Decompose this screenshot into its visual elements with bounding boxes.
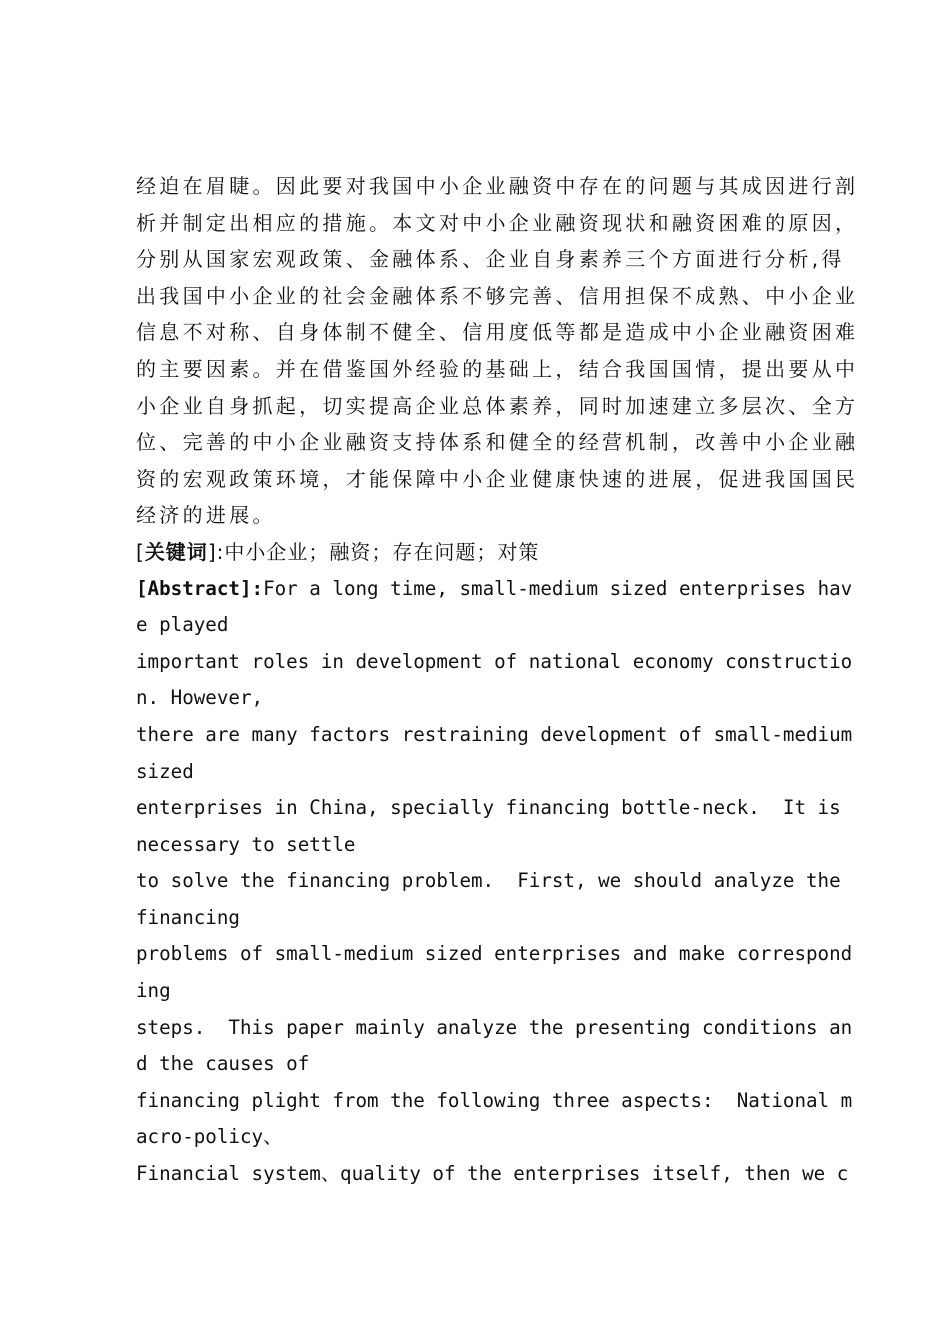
chinese-abstract-line: 信息不对称、自身体制不健全、信用度低等都是造成中小企业融资困难 — [136, 320, 859, 345]
chinese-abstract-line: 经迫在眉睫。因此要对我国中小企业融资中存在的问题与其成因进行剖 — [136, 174, 859, 198]
english-abstract-line: n. However, — [136, 686, 264, 710]
abstract-label: [Abstract]: — [136, 576, 264, 600]
keywords-list: ]:中小企业；融资；存在问题；对策 — [207, 539, 540, 564]
english-abstract-line: steps. This paper mainly analyze the presenting conditions an — [136, 1015, 853, 1039]
english-abstract-line: d the causes of — [136, 1052, 310, 1076]
english-abstract-line: sized — [136, 759, 194, 783]
keywords-open-bracket: [ — [136, 539, 145, 564]
chinese-abstract-line: 的主要因素。并在借鉴国外经验的基础上，结合我国国情，提出要从中 — [136, 356, 859, 381]
keywords-label: 关键词 — [144, 539, 208, 564]
chinese-abstract-line: 出我国中小企业的社会金融体系不够完善、信用担保不成熟、中小企业 — [136, 283, 859, 308]
english-abstract-line: enterprises in China, specially financing bottle-neck. It is — [136, 796, 841, 820]
english-abstract-line: there are many factors restraining development of small-medium — [136, 722, 853, 746]
english-abstract-line: financing plight from the following three aspects: National m — [136, 1088, 853, 1112]
english-abstract-line: necessary to settle — [136, 832, 356, 856]
chinese-abstract-line: 经济的进展。 — [136, 503, 276, 528]
english-abstract-line: to solve the financing problem. First, we should analyze the — [136, 869, 841, 893]
english-abstract-line: ing — [136, 979, 171, 1003]
english-abstract-paragraph — [136, 571, 853, 1193]
chinese-abstract-line: 分别从国家宏观政策、金融体系、企业自身素养三个方面进行分析,得 — [136, 247, 845, 272]
english-abstract-line: problems of small-medium sized enterprises and make correspond — [136, 942, 853, 966]
document-page — [136, 168, 859, 1193]
chinese-abstract-line: 小企业自身抓起，切实提高企业总体素养，同时加速建立多层次、全方 — [136, 393, 859, 418]
chinese-abstract-line: 位、完善的中小企业融资支持体系和健全的经营机制，改善中小企业融 — [136, 430, 859, 455]
english-abstract-line: acro-policy、 — [136, 1125, 283, 1149]
english-abstract-line: financing — [136, 905, 240, 929]
english-abstract-first-text: For a long time, small-medium sized enterprises hav — [263, 576, 853, 600]
keywords-line — [136, 534, 836, 571]
english-abstract-line: Financial system、quality of the enterprises itself, then we c — [136, 1162, 849, 1186]
english-abstract-line: e played — [136, 613, 229, 637]
english-abstract-line — [136, 571, 853, 608]
english-abstract-line: important roles in development of national economy constructio — [136, 649, 853, 673]
chinese-abstract-line: 析并制定出相应的措施。本文对中小企业融资现状和融资困难的原因， — [136, 210, 859, 235]
chinese-abstract-paragraph — [136, 168, 859, 534]
chinese-abstract-line: 资的宏观政策环境，才能保障中小企业健康快速的进展，促进我国国民 — [136, 466, 859, 491]
